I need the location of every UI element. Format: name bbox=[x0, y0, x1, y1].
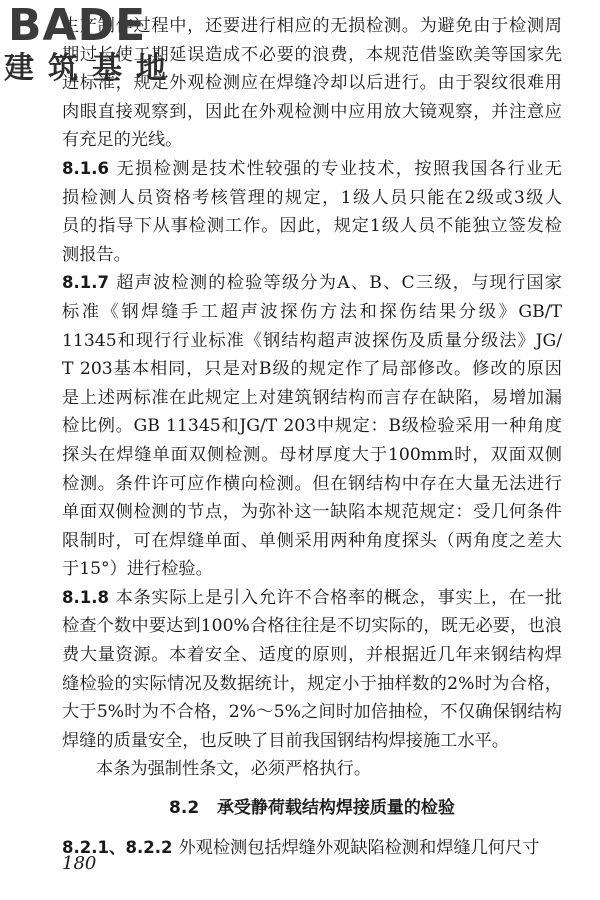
clause-8-1-7 bbox=[62, 269, 562, 584]
section-number: 8.2 bbox=[169, 798, 200, 819]
text-line bbox=[62, 269, 562, 298]
clause-8-1-8 bbox=[62, 584, 562, 756]
section-title-text: 承受静荷载结构焊接质量的检验 bbox=[216, 798, 455, 819]
mandatory-note: 本条为强制性条文，必须严格执行。 bbox=[96, 759, 372, 780]
watermark-latin-text: BADE bbox=[8, 0, 147, 51]
text-line: 缝检验的实际情况及数据统计，规定小于抽样数的2%时为合格， bbox=[62, 673, 562, 694]
watermark-cjk-text: 建筑基地 bbox=[4, 51, 180, 86]
text-line: 是上述两标准在此规定上对建筑钢结构而言存在缺陷，易增加漏 bbox=[62, 387, 562, 408]
section-heading bbox=[62, 794, 562, 822]
clause-number: 8.1.6 bbox=[62, 158, 109, 178]
text-line: 员的指导下从事检测工作。因此，规定1级人员不能独立签发检 bbox=[62, 216, 562, 237]
text-line: 费大量资源。本着安全、适度的原则，并根据近几年来钢结构焊 bbox=[62, 645, 562, 666]
text-line: 检查个数中要达到100%合格往往是不切实际的，既无必要，也浪 bbox=[62, 616, 562, 637]
text-line: 探头在焊缝单面双侧检测。母材厚度大于100mm时，双面双侧 bbox=[62, 444, 562, 465]
clause-text: 外观检测包括焊缝外观缺陷检测和焊缝几何尺寸 bbox=[178, 838, 540, 859]
text-line: 检比例。GB 11345和JG/T 203中规定：B级检验采用一种角度 bbox=[62, 416, 562, 437]
page-number: 180 bbox=[62, 853, 97, 874]
clause-8-1-6 bbox=[62, 155, 562, 269]
clause-text: 无损检测是技术性较强的专业技术，按照我国各行业无 bbox=[114, 158, 562, 179]
document-page bbox=[62, 12, 562, 863]
text-line: 于15°）进行检验。 bbox=[62, 559, 213, 580]
text-line: 损检测人员资格考核管理的规定，1级人员只能在2级或3级人 bbox=[62, 187, 562, 208]
clause-8-2-1 bbox=[62, 834, 562, 863]
text-line: 生产制作过程中，还要进行相应的无损检测。为避免由于检测周 bbox=[62, 16, 562, 36]
text-line: 期过长使工期延误造成不必要的浪费，本规范借鉴欧美等国家先 bbox=[62, 44, 562, 65]
text-line: 单面双侧检测的节点，为弥补这一缺陷本规范规定：受几何条件 bbox=[62, 502, 562, 523]
text-line: 大于5%时为不合格，2%～5%之间时加倍抽检，不仅确保钢结构 bbox=[62, 702, 562, 723]
text-line: 肉眼直接观察到，因此在外观检测中应用放大镜观察，并注意应 bbox=[62, 101, 562, 122]
watermark-logo bbox=[4, 2, 194, 87]
clause-text: 本条实际上是引入允许不合格率的概念，事实上，在一批 bbox=[114, 587, 562, 608]
text-line: 进标准，规定外观检测应在焊缝冷却以后进行。由于裂纹很难用 bbox=[62, 73, 562, 94]
text-line: 11345和现行行业标准《钢结构超声波探伤及质量分级法》JG/ bbox=[62, 330, 562, 351]
text-line bbox=[62, 155, 562, 184]
text-line: 检测。条件许可应作横向检测。但在钢结构中存在大量无法进行 bbox=[62, 473, 562, 494]
clause-number: 8.1.8 bbox=[62, 587, 109, 607]
text-line: 标准《钢焊缝手工超声波探伤方法和探伤结果分级》GB/T bbox=[62, 301, 562, 322]
text-line bbox=[62, 584, 562, 613]
text-line: 限制时，可在焊缝单面、单侧采用两种角度探头（两角度之差大 bbox=[62, 530, 562, 551]
text-line: 焊缝的质量安全，也反映了目前我国钢结构焊接施工水平。 bbox=[62, 730, 509, 751]
text-line: T 203基本相同，只是对B级的规定作了局部修改。修改的原因 bbox=[62, 359, 562, 380]
clause-number: 8.2.1、8.2.2 bbox=[62, 838, 173, 858]
clause-number: 8.1.7 bbox=[62, 273, 109, 293]
text-line: 有充足的光线。 bbox=[62, 130, 183, 151]
clause-text: 超声波检测的检验等级分为A、B、C三级，与现行国家 bbox=[114, 273, 562, 294]
text-line: 测报告。 bbox=[62, 244, 131, 265]
